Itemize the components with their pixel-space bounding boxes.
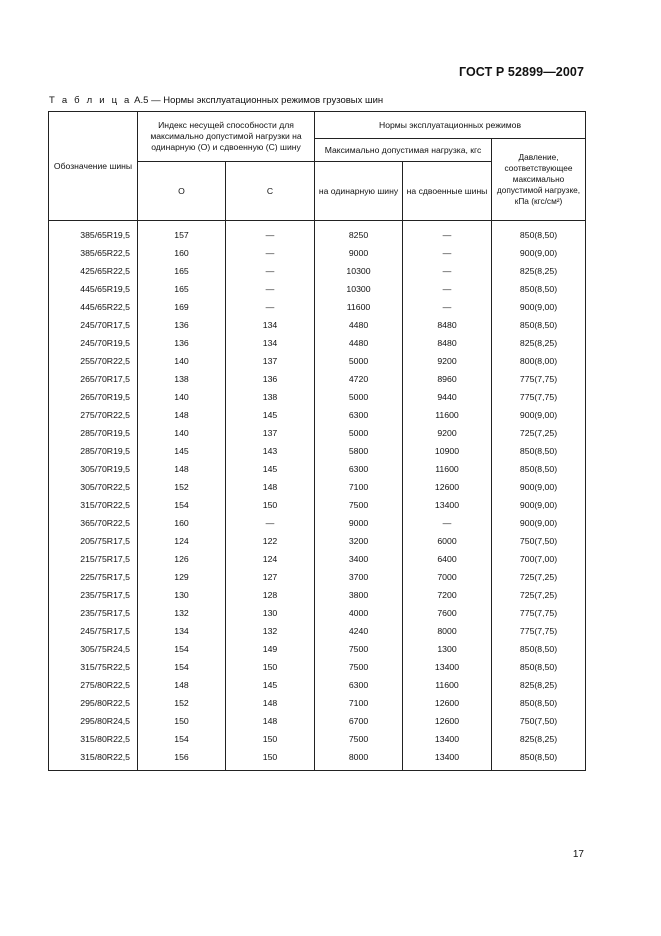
cell-load-single: 4720 <box>315 370 403 388</box>
cell-load-single: 5000 <box>315 352 403 370</box>
table-row <box>49 676 586 694</box>
table-row <box>49 586 586 604</box>
cell-load-dual: — <box>403 221 492 245</box>
col-header-pressure: Давление, соответствующее максимально допустимой нагрузке, кПа (кгс/см²) <box>492 139 586 221</box>
cell-index-c: — <box>226 280 315 298</box>
cell-pressure: 850(8,50) <box>492 694 586 712</box>
cell-index-o: 160 <box>138 244 226 262</box>
cell-tire-designation: 385/65R19,5 <box>49 221 138 245</box>
cell-load-single: 8250 <box>315 221 403 245</box>
cell-load-dual: 13400 <box>403 748 492 771</box>
cell-tire-designation: 445/65R22,5 <box>49 298 138 316</box>
cell-index-o: 152 <box>138 478 226 496</box>
cell-pressure: 850(8,50) <box>492 316 586 334</box>
cell-tire-designation: 285/70R19,5 <box>49 442 138 460</box>
cell-index-o: 136 <box>138 334 226 352</box>
cell-load-dual: 13400 <box>403 730 492 748</box>
cell-index-o: 156 <box>138 748 226 771</box>
col-header-index-o: О <box>138 162 226 221</box>
cell-load-single: 10300 <box>315 280 403 298</box>
cell-pressure: 900(9,00) <box>492 406 586 424</box>
cell-load-single: 6300 <box>315 460 403 478</box>
cell-index-o: 152 <box>138 694 226 712</box>
cell-load-dual: 9200 <box>403 352 492 370</box>
table-row <box>49 388 586 406</box>
cell-index-c: 137 <box>226 424 315 442</box>
cell-pressure: 750(7,50) <box>492 712 586 730</box>
table-row <box>49 712 586 730</box>
cell-index-o: 154 <box>138 640 226 658</box>
table-row <box>49 514 586 532</box>
cell-index-o: 165 <box>138 280 226 298</box>
cell-load-single: 7500 <box>315 496 403 514</box>
cell-tire-designation: 305/70R19,5 <box>49 460 138 478</box>
cell-tire-designation: 245/70R19,5 <box>49 334 138 352</box>
cell-index-c: 137 <box>226 352 315 370</box>
cell-index-c: 150 <box>226 748 315 771</box>
cell-index-o: 148 <box>138 460 226 478</box>
table-row <box>49 496 586 514</box>
col-header-load-index: Индекс несущей способности для максимально допустимой нагрузки на одинарную (О) и сдвоенную (С) шину <box>138 112 315 162</box>
cell-load-single: 11600 <box>315 298 403 316</box>
cell-load-single: 5000 <box>315 424 403 442</box>
cell-index-c: 150 <box>226 496 315 514</box>
cell-index-c: 138 <box>226 388 315 406</box>
cell-load-dual: 8480 <box>403 334 492 352</box>
cell-index-c: 145 <box>226 676 315 694</box>
cell-index-c: 150 <box>226 658 315 676</box>
table-row <box>49 694 586 712</box>
table-row <box>49 442 586 460</box>
cell-pressure: 850(8,50) <box>492 640 586 658</box>
cell-tire-designation: 365/70R22,5 <box>49 514 138 532</box>
cell-index-o: 165 <box>138 262 226 280</box>
cell-index-c: 134 <box>226 334 315 352</box>
table-row <box>49 298 586 316</box>
cell-index-o: 154 <box>138 496 226 514</box>
cell-tire-designation: 215/75R17,5 <box>49 550 138 568</box>
cell-pressure: 725(7,25) <box>492 568 586 586</box>
col-header-index-c: С <box>226 162 315 221</box>
cell-index-o: 138 <box>138 370 226 388</box>
cell-index-o: 129 <box>138 568 226 586</box>
cell-pressure: 900(9,00) <box>492 514 586 532</box>
cell-tire-designation: 265/70R19,5 <box>49 388 138 406</box>
cell-load-single: 6300 <box>315 406 403 424</box>
cell-pressure: 850(8,50) <box>492 460 586 478</box>
cell-load-single: 9000 <box>315 244 403 262</box>
cell-load-dual: 9200 <box>403 424 492 442</box>
cell-load-single: 4480 <box>315 316 403 334</box>
cell-load-dual: — <box>403 280 492 298</box>
cell-index-o: 140 <box>138 388 226 406</box>
table-row <box>49 460 586 478</box>
table-caption-label: Т а б л и ц а <box>49 95 132 106</box>
cell-index-o: 169 <box>138 298 226 316</box>
cell-index-c: 148 <box>226 478 315 496</box>
cell-load-dual: 1300 <box>403 640 492 658</box>
cell-index-c: 148 <box>226 712 315 730</box>
cell-index-c: — <box>226 262 315 280</box>
cell-pressure: 775(7,75) <box>492 388 586 406</box>
cell-pressure: 825(8,25) <box>492 676 586 694</box>
cell-load-single: 3800 <box>315 586 403 604</box>
cell-tire-designation: 225/75R17,5 <box>49 568 138 586</box>
table-row <box>49 280 586 298</box>
cell-index-o: 154 <box>138 658 226 676</box>
cell-load-dual: 6000 <box>403 532 492 550</box>
table-row <box>49 244 586 262</box>
cell-load-single: 4000 <box>315 604 403 622</box>
cell-tire-designation: 305/75R24,5 <box>49 640 138 658</box>
cell-pressure: 900(9,00) <box>492 298 586 316</box>
cell-pressure: 725(7,25) <box>492 586 586 604</box>
table-row <box>49 640 586 658</box>
cell-load-dual: 13400 <box>403 496 492 514</box>
cell-pressure: 800(8,00) <box>492 352 586 370</box>
table-row <box>49 622 586 640</box>
cell-pressure: 900(9,00) <box>492 496 586 514</box>
cell-pressure: 725(7,25) <box>492 424 586 442</box>
table-row <box>49 370 586 388</box>
cell-load-dual: 9440 <box>403 388 492 406</box>
table-row <box>49 478 586 496</box>
cell-pressure: 750(7,50) <box>492 532 586 550</box>
cell-tire-designation: 385/65R22,5 <box>49 244 138 262</box>
table-row <box>49 262 586 280</box>
cell-load-dual: — <box>403 262 492 280</box>
cell-index-c: 127 <box>226 568 315 586</box>
cell-tire-designation: 245/75R17,5 <box>49 622 138 640</box>
cell-pressure: 850(8,50) <box>492 658 586 676</box>
cell-load-dual: — <box>403 514 492 532</box>
cell-load-dual: — <box>403 298 492 316</box>
cell-load-single: 4480 <box>315 334 403 352</box>
cell-index-o: 126 <box>138 550 226 568</box>
cell-pressure: 825(8,25) <box>492 730 586 748</box>
document-id: ГОСТ Р 52899—2007 <box>458 65 584 79</box>
cell-index-c: — <box>226 298 315 316</box>
cell-load-dual: 8000 <box>403 622 492 640</box>
col-header-dual: на сдвоенные шины <box>403 162 492 221</box>
cell-load-dual: 8960 <box>403 370 492 388</box>
cell-index-c: 143 <box>226 442 315 460</box>
table-body <box>49 221 586 771</box>
cell-index-c: 130 <box>226 604 315 622</box>
cell-index-o: 148 <box>138 406 226 424</box>
cell-index-o: 132 <box>138 604 226 622</box>
table-row <box>49 550 586 568</box>
cell-index-o: 148 <box>138 676 226 694</box>
cell-load-single: 7500 <box>315 658 403 676</box>
cell-index-o: 140 <box>138 352 226 370</box>
cell-tire-designation: 255/70R22,5 <box>49 352 138 370</box>
cell-load-dual: 10900 <box>403 442 492 460</box>
table-caption-title: А.5 — Нормы эксплуатационных режимов грузовых шин <box>131 95 384 106</box>
cell-load-single: 3700 <box>315 568 403 586</box>
cell-index-o: 140 <box>138 424 226 442</box>
cell-load-dual: 8480 <box>403 316 492 334</box>
cell-tire-designation: 315/75R22,5 <box>49 658 138 676</box>
cell-tire-designation: 425/65R22,5 <box>49 262 138 280</box>
table-row <box>49 352 586 370</box>
cell-tire-designation: 295/80R22,5 <box>49 694 138 712</box>
table-row <box>49 532 586 550</box>
cell-index-c: 128 <box>226 586 315 604</box>
tire-norms-table <box>48 111 586 771</box>
col-header-operating-norms: Нормы эксплуатационных режимов <box>315 112 586 139</box>
table-row <box>49 568 586 586</box>
cell-tire-designation: 205/75R17,5 <box>49 532 138 550</box>
cell-tire-designation: 445/65R19,5 <box>49 280 138 298</box>
cell-index-c: 134 <box>226 316 315 334</box>
cell-load-single: 8000 <box>315 748 403 771</box>
cell-index-c: — <box>226 514 315 532</box>
cell-load-dual: 13400 <box>403 658 492 676</box>
cell-load-single: 7100 <box>315 694 403 712</box>
cell-tire-designation: 275/70R22,5 <box>49 406 138 424</box>
cell-index-o: 150 <box>138 712 226 730</box>
page-number: 17 <box>572 849 584 860</box>
cell-index-o: 154 <box>138 730 226 748</box>
cell-pressure: 825(8,25) <box>492 262 586 280</box>
cell-pressure: 900(9,00) <box>492 244 586 262</box>
cell-load-single: 5800 <box>315 442 403 460</box>
cell-index-c: 150 <box>226 730 315 748</box>
col-header-single: на одинарную шину <box>315 162 403 221</box>
cell-index-o: 145 <box>138 442 226 460</box>
cell-index-c: 136 <box>226 370 315 388</box>
cell-load-dual: 7600 <box>403 604 492 622</box>
cell-tire-designation: 265/70R17,5 <box>49 370 138 388</box>
cell-index-c: — <box>226 244 315 262</box>
table-row <box>49 730 586 748</box>
cell-load-single: 3400 <box>315 550 403 568</box>
cell-load-single: 9000 <box>315 514 403 532</box>
cell-load-single: 7500 <box>315 730 403 748</box>
table-row <box>49 748 586 771</box>
cell-tire-designation: 275/80R22,5 <box>49 676 138 694</box>
table-caption <box>49 95 383 106</box>
cell-index-o: 130 <box>138 586 226 604</box>
cell-load-single: 7500 <box>315 640 403 658</box>
cell-pressure: 775(7,75) <box>492 604 586 622</box>
cell-pressure: 900(9,00) <box>492 478 586 496</box>
table-row <box>49 406 586 424</box>
cell-load-single: 7100 <box>315 478 403 496</box>
cell-index-o: 160 <box>138 514 226 532</box>
cell-pressure: 700(7,00) <box>492 550 586 568</box>
col-header-designation: Обозначение шины <box>49 112 138 221</box>
table-row <box>49 658 586 676</box>
cell-pressure: 775(7,75) <box>492 370 586 388</box>
table-row <box>49 316 586 334</box>
cell-load-single: 6700 <box>315 712 403 730</box>
cell-tire-designation: 245/70R17,5 <box>49 316 138 334</box>
cell-index-c: 149 <box>226 640 315 658</box>
cell-index-o: 134 <box>138 622 226 640</box>
table-row <box>49 221 586 245</box>
cell-load-dual: 6400 <box>403 550 492 568</box>
cell-load-dual: 7000 <box>403 568 492 586</box>
cell-index-o: 124 <box>138 532 226 550</box>
cell-tire-designation: 315/70R22,5 <box>49 496 138 514</box>
cell-tire-designation: 285/70R19,5 <box>49 424 138 442</box>
cell-pressure: 825(8,25) <box>492 334 586 352</box>
cell-load-dual: 12600 <box>403 478 492 496</box>
cell-load-single: 10300 <box>315 262 403 280</box>
cell-index-c: 132 <box>226 622 315 640</box>
table-row <box>49 424 586 442</box>
cell-pressure: 850(8,50) <box>492 442 586 460</box>
cell-index-c: 122 <box>226 532 315 550</box>
cell-load-dual: 12600 <box>403 712 492 730</box>
cell-tire-designation: 235/75R17,5 <box>49 586 138 604</box>
cell-pressure: 775(7,75) <box>492 622 586 640</box>
cell-tire-designation: 295/80R24,5 <box>49 712 138 730</box>
cell-index-c: 145 <box>226 406 315 424</box>
cell-load-dual: 7200 <box>403 586 492 604</box>
cell-tire-designation: 305/70R22,5 <box>49 478 138 496</box>
cell-load-single: 4240 <box>315 622 403 640</box>
cell-load-dual: 12600 <box>403 694 492 712</box>
table-row <box>49 604 586 622</box>
cell-pressure: 850(8,50) <box>492 748 586 771</box>
cell-tire-designation: 315/80R22,5 <box>49 748 138 771</box>
cell-tire-designation: 315/80R22,5 <box>49 730 138 748</box>
cell-load-dual: — <box>403 244 492 262</box>
cell-pressure: 850(8,50) <box>492 280 586 298</box>
cell-pressure: 850(8,50) <box>492 221 586 245</box>
cell-tire-designation: 235/75R17,5 <box>49 604 138 622</box>
cell-load-single: 3200 <box>315 532 403 550</box>
col-header-max-load: Максимально допустимая нагрузка, кгс <box>315 139 492 162</box>
cell-index-c: 145 <box>226 460 315 478</box>
cell-load-dual: 11600 <box>403 406 492 424</box>
cell-load-single: 6300 <box>315 676 403 694</box>
cell-index-c: 148 <box>226 694 315 712</box>
cell-index-c: — <box>226 221 315 245</box>
cell-index-o: 136 <box>138 316 226 334</box>
cell-index-c: 124 <box>226 550 315 568</box>
table-row <box>49 334 586 352</box>
cell-load-dual: 11600 <box>403 460 492 478</box>
cell-index-o: 157 <box>138 221 226 245</box>
cell-load-dual: 11600 <box>403 676 492 694</box>
cell-load-single: 5000 <box>315 388 403 406</box>
